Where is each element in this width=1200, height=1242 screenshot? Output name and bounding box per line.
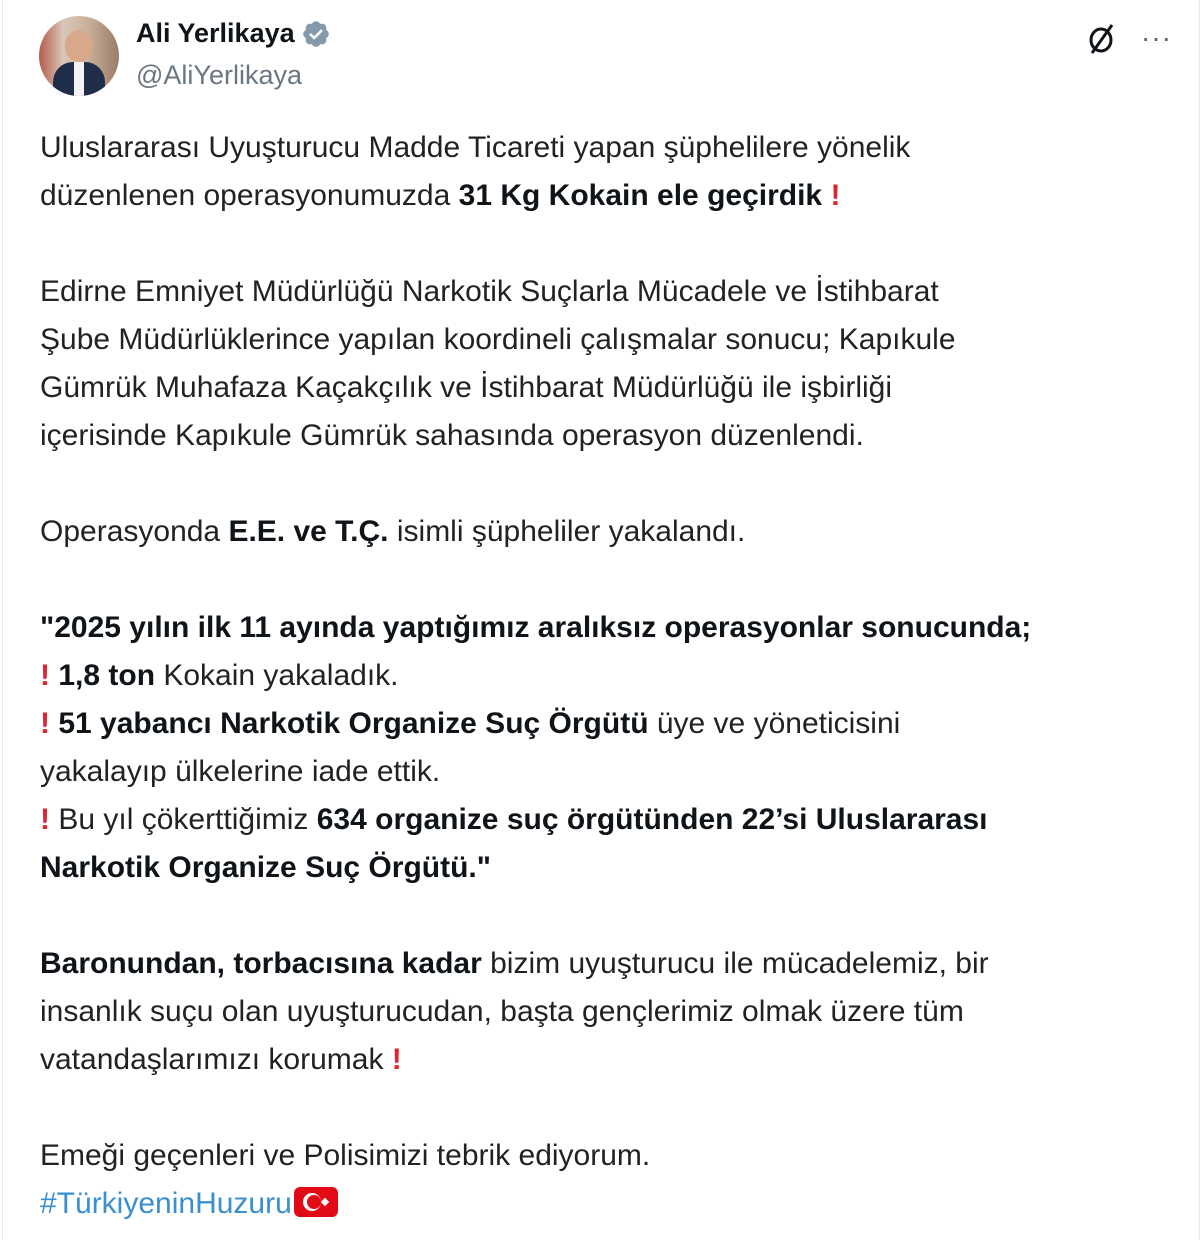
text-line xyxy=(40,1036,1031,1084)
text-line xyxy=(40,316,1031,364)
blank-line xyxy=(40,220,1031,268)
blank-line xyxy=(40,1084,1031,1132)
text: vatandaşlarımızı korumak xyxy=(40,1043,392,1076)
text: isimli şüpheliler yakalandı. xyxy=(388,515,746,548)
text-line xyxy=(40,796,1031,844)
text: Edirne Emniyet Müdürlüğü Narkotik Suçlarla Mücadele ve İstihbarat xyxy=(40,275,939,308)
blank-line xyxy=(40,556,1031,604)
author-name-row[interactable] xyxy=(136,18,331,49)
text: yakalayıp ülkelerine iade ettik. xyxy=(40,755,441,788)
text: düzenlenen operasyonumuzda xyxy=(40,179,459,212)
bold-text: 31 Kg Kokain ele geçirdik xyxy=(458,179,823,212)
verified-badge-icon xyxy=(301,19,331,49)
text-line xyxy=(40,844,1031,892)
text-line xyxy=(40,748,1031,796)
exclamation-icon: ! xyxy=(391,1043,402,1076)
text-line xyxy=(40,700,1031,748)
text-line xyxy=(40,268,1031,316)
text: Gümrük Muhafaza Kaçakçılık ve İstihbarat Müdürlüğü ile işbirliği xyxy=(40,371,893,404)
text: Kokain yakaladık. xyxy=(155,659,399,692)
bold-text: 51 yabancı Narkotik Organize Suç Örgütü xyxy=(58,707,649,740)
text-line xyxy=(40,172,1031,220)
exclamation-icon: ! xyxy=(40,659,50,692)
text: Operasyonda xyxy=(40,515,229,548)
text-line xyxy=(40,940,1031,988)
text: Uluslararası Uyuşturucu Madde Ticareti yapan şüphelilere yönelik xyxy=(40,131,911,164)
text: bizim uyuşturucu ile mücadelemiz, bir xyxy=(481,947,989,980)
tweet-card xyxy=(2,0,1200,1240)
text: Emeği geçenleri ve Polisimizi tebrik ediyorum. xyxy=(40,1139,651,1172)
text-line xyxy=(40,652,1031,700)
exclamation-icon: ! xyxy=(40,803,50,836)
text: Bu yıl çökerttiğimiz xyxy=(50,803,317,836)
bold-text: 634 organize suç örgütünden 22’si Uluslararası xyxy=(316,803,988,836)
grok-icon[interactable] xyxy=(1085,22,1119,56)
bold-text: Narkotik Organize Suç Örgütü." xyxy=(40,851,491,884)
tweet-text xyxy=(40,124,1031,1228)
text-line xyxy=(40,604,1031,652)
text-line xyxy=(40,364,1031,412)
text-line xyxy=(40,412,1031,460)
text-line xyxy=(40,124,1031,172)
bold-text: Baronundan, torbacısına kadar xyxy=(40,947,482,980)
text-line xyxy=(40,508,1031,556)
text-line xyxy=(40,988,1031,1036)
author-handle[interactable]: @AliYerlikaya xyxy=(136,60,302,90)
text: insanlık suçu olan uyuşturucudan, başta gençlerimiz olmak üzere tüm xyxy=(40,995,964,1028)
hashtag-link[interactable]: #TürkiyeninHuzuru xyxy=(40,1187,292,1220)
bold-text: "2025 yılın ilk 11 ayında yaptığımız aralıksız operasyonlar sonucunda; xyxy=(40,611,1032,644)
bold-text: E.E. ve T.Ç. xyxy=(228,515,389,548)
avatar[interactable] xyxy=(39,16,119,96)
author-name[interactable]: Ali Yerlikaya xyxy=(136,18,295,48)
bold-text: 1,8 ton xyxy=(58,659,156,692)
text: içerisinde Kapıkule Gümrük sahasında operasyon düzenlendi. xyxy=(40,419,864,452)
text-line xyxy=(40,1180,1031,1228)
text: Şube Müdürlüklerince yapılan koordineli çalışmalar sonucu; Kapıkule xyxy=(40,323,956,356)
blank-line xyxy=(40,460,1031,508)
exclamation-icon: ! xyxy=(830,179,841,212)
text-line xyxy=(40,1132,1031,1180)
exclamation-icon: ! xyxy=(40,707,50,740)
blank-line xyxy=(40,892,1031,940)
more-options-button[interactable]: ··· xyxy=(1141,22,1172,53)
turkey-flag-icon xyxy=(294,1187,338,1217)
text: üye ve yöneticisini xyxy=(648,707,901,740)
